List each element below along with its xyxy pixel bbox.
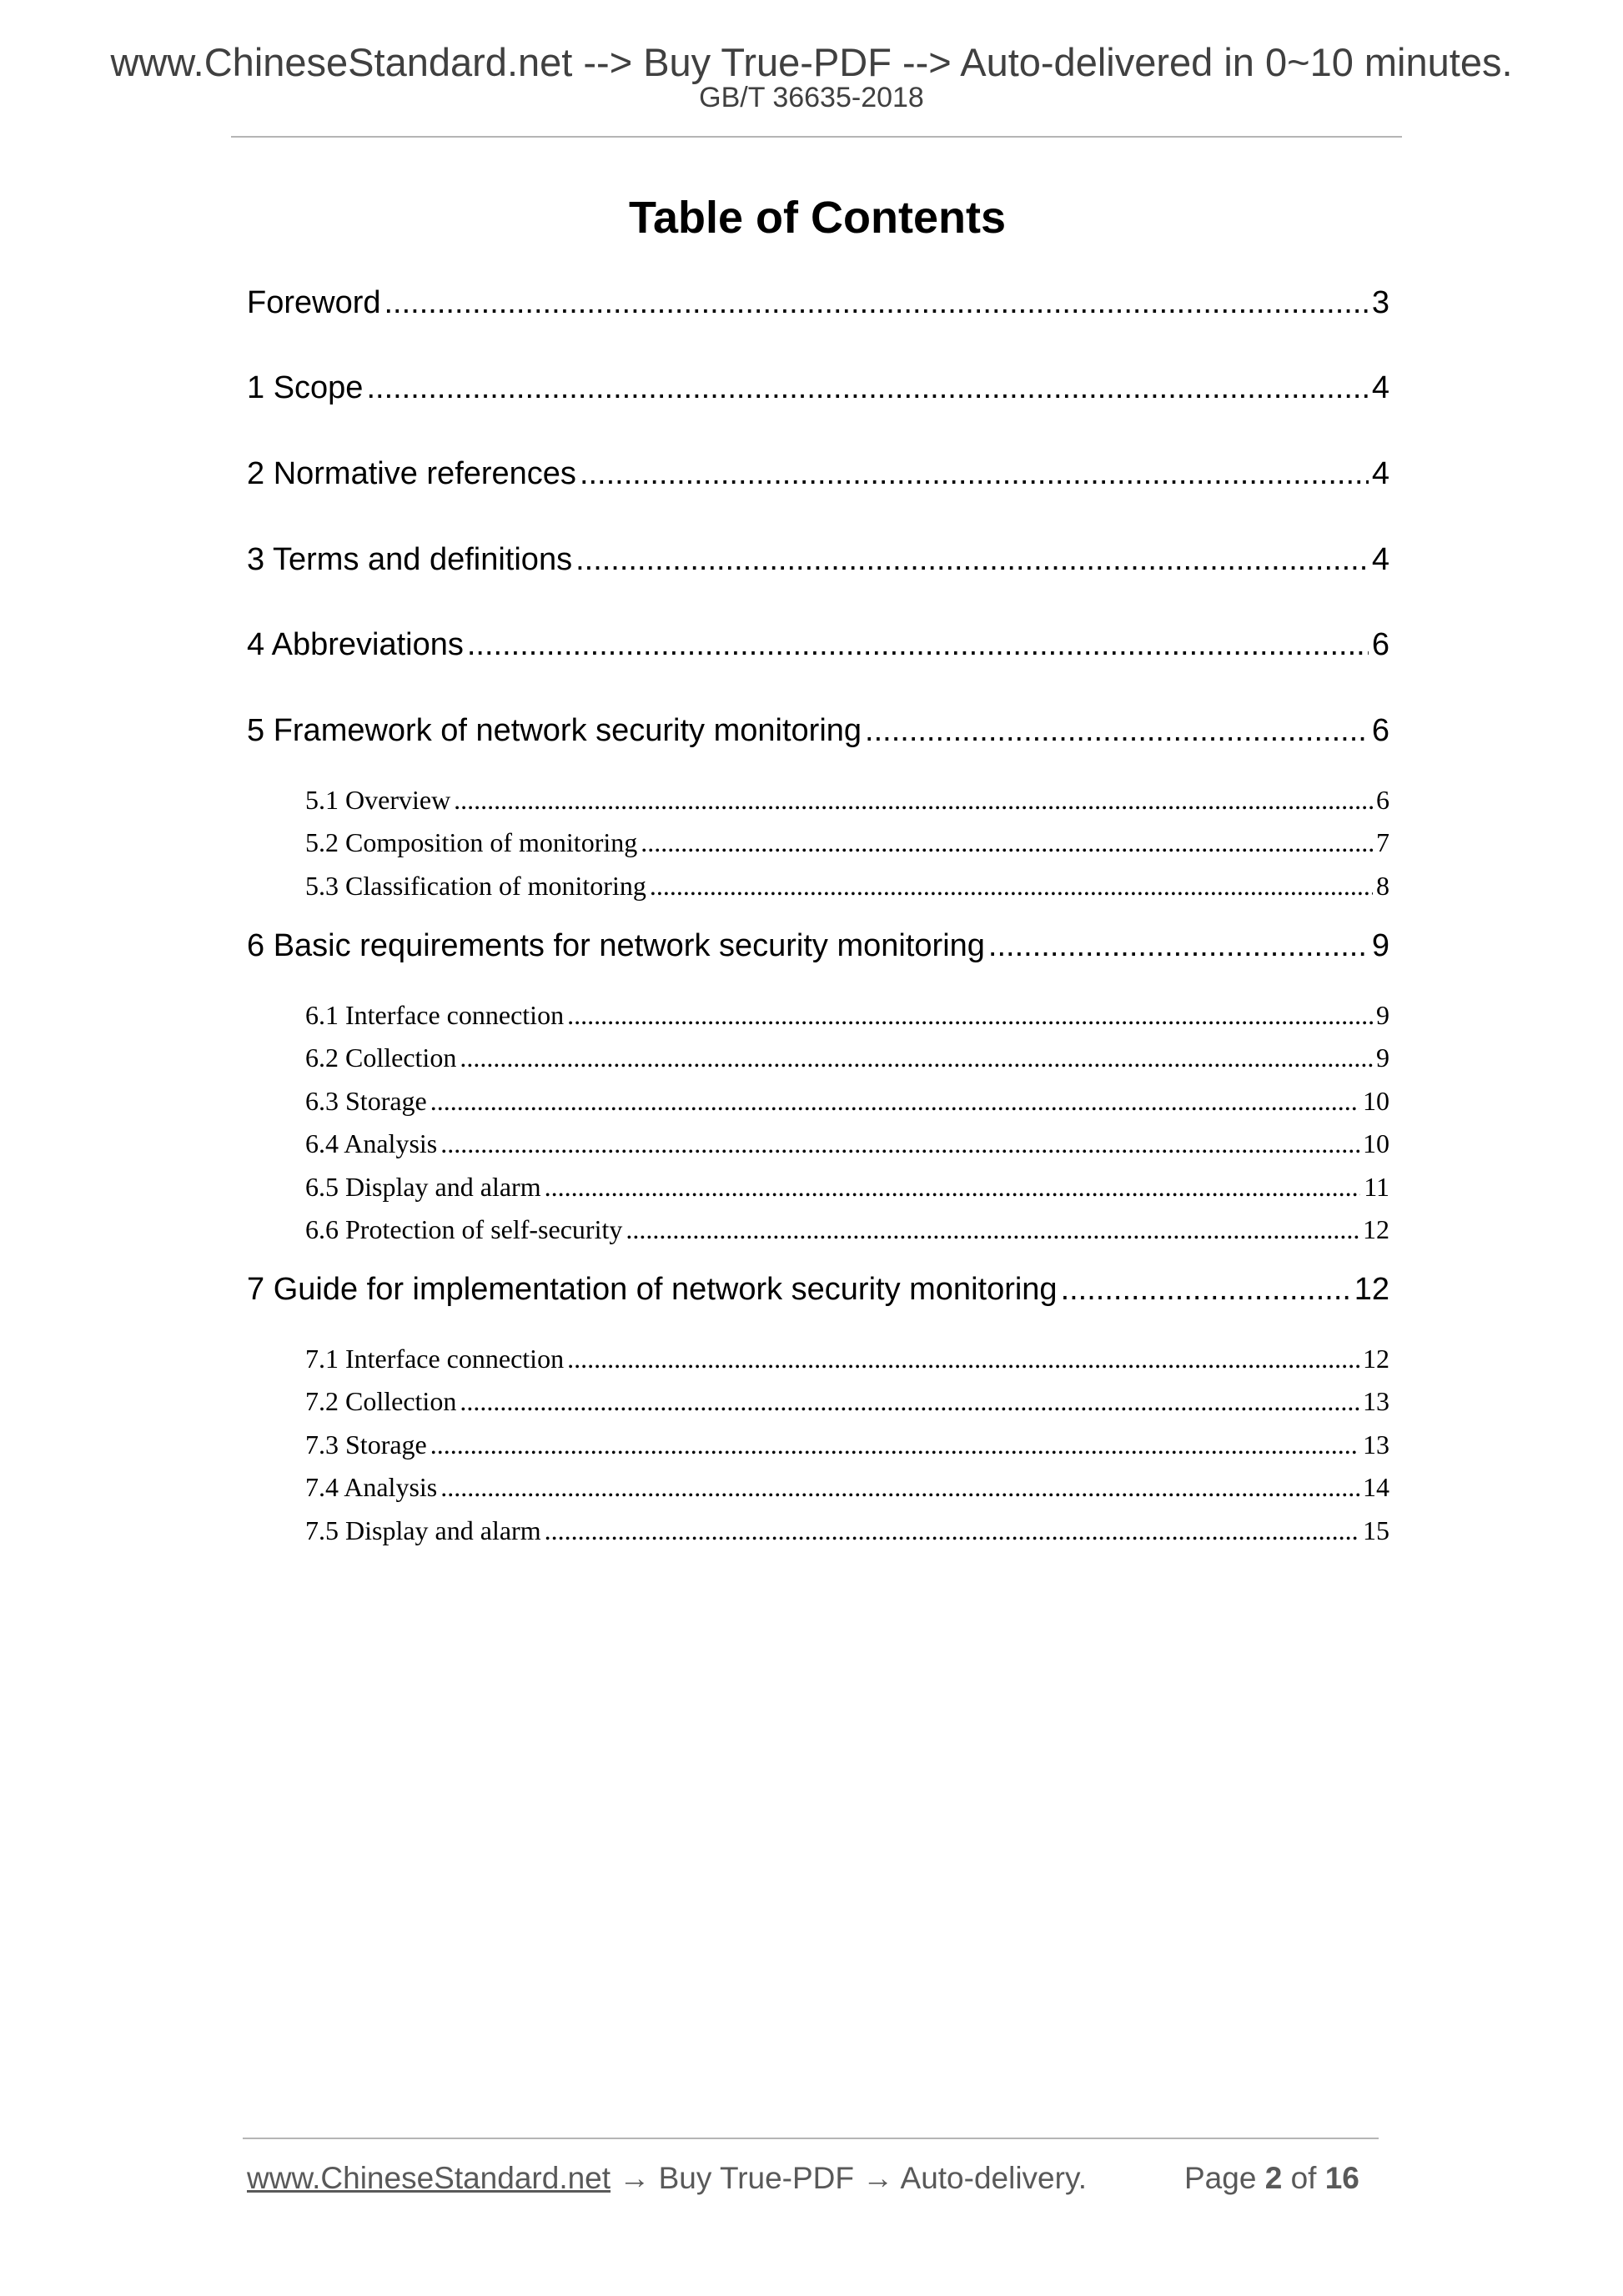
toc-subentry[interactable] bbox=[305, 1429, 1389, 1460]
footer-site-link[interactable]: www.ChineseStandard.net bbox=[247, 2161, 611, 2195]
toc-entry-page: 9 bbox=[1376, 1042, 1389, 1073]
toc-entry-label: Foreword bbox=[247, 285, 381, 320]
toc-dot-leader bbox=[575, 540, 1369, 579]
toc-entry-label: 7.2 Collection bbox=[305, 1386, 457, 1416]
toc-subentry[interactable] bbox=[305, 1385, 1389, 1417]
toc-entry[interactable] bbox=[247, 284, 1389, 322]
toc-subentry[interactable] bbox=[305, 1213, 1389, 1245]
toc-entry-label: 4 Abbreviations bbox=[247, 627, 464, 662]
toc-entry-page: 9 bbox=[1376, 1000, 1389, 1030]
toc-entry[interactable] bbox=[247, 1270, 1389, 1309]
toc-entry-page: 6 bbox=[1371, 713, 1389, 748]
toc-entry-page: 7 bbox=[1376, 827, 1389, 857]
standard-code: GB/T 36635-2018 bbox=[699, 82, 924, 113]
of-word: of bbox=[1290, 2161, 1317, 2195]
toc-entry[interactable] bbox=[247, 927, 1389, 965]
toc-entry-page: 10 bbox=[1363, 1086, 1389, 1116]
toc-dot-leader bbox=[567, 1343, 1359, 1374]
toc-entry-page: 4 bbox=[1371, 370, 1389, 405]
toc-subentry[interactable] bbox=[305, 1085, 1389, 1117]
toc-entry-page: 4 bbox=[1371, 456, 1389, 491]
toc-entry-label: 3 Terms and definitions bbox=[247, 542, 573, 577]
toc-entry-page: 12 bbox=[1363, 1214, 1389, 1244]
toc-dot-leader bbox=[545, 1515, 1359, 1546]
toc-subentry[interactable] bbox=[305, 1042, 1389, 1073]
toc-entry-page: 13 bbox=[1363, 1386, 1389, 1416]
toc-entry-label: 6.4 Analysis bbox=[305, 1128, 438, 1158]
page-indicator bbox=[1184, 2160, 1359, 2197]
toc-entry-label: 1 Scope bbox=[247, 370, 364, 405]
toc-entry-label: 7.3 Storage bbox=[305, 1429, 427, 1459]
header-divider bbox=[231, 136, 1402, 138]
toc-entry[interactable] bbox=[247, 369, 1389, 407]
toc-entry-label: 7.4 Analysis bbox=[305, 1472, 438, 1502]
footer-tagline-text: → Buy True-PDF → Auto-delivery. bbox=[611, 2161, 1087, 2195]
toc-subentry[interactable] bbox=[305, 1128, 1389, 1159]
toc-dot-leader bbox=[580, 455, 1369, 493]
page-number: 2 bbox=[1264, 2161, 1283, 2195]
toc-entry[interactable] bbox=[247, 540, 1389, 579]
toc-entry-page: 9 bbox=[1371, 928, 1389, 963]
page-word: Page bbox=[1184, 2161, 1257, 2195]
toc-dot-leader bbox=[440, 1128, 1359, 1159]
toc-dot-leader bbox=[641, 826, 1373, 858]
toc-subentry[interactable] bbox=[305, 826, 1389, 858]
toc-entry-label: 6.3 Storage bbox=[305, 1086, 427, 1116]
toc-entry-page: 10 bbox=[1363, 1128, 1389, 1158]
toc-entry-label: 7.5 Display and alarm bbox=[305, 1515, 541, 1545]
toc-entry-label: 5 Framework of network security monitoring bbox=[247, 713, 862, 748]
toc-title: Table of Contents bbox=[629, 193, 1006, 243]
footer-tagline bbox=[247, 2160, 1087, 2197]
toc-entry[interactable] bbox=[247, 625, 1389, 664]
toc-dot-leader bbox=[384, 284, 1369, 322]
toc-dot-leader bbox=[545, 1171, 1361, 1203]
toc-dot-leader bbox=[366, 369, 1368, 407]
toc-entry[interactable] bbox=[247, 455, 1389, 493]
toc-dot-leader bbox=[626, 1213, 1359, 1245]
toc-dot-leader bbox=[567, 999, 1373, 1031]
toc-dot-leader bbox=[988, 927, 1369, 965]
toc-entry-label: 6.2 Collection bbox=[305, 1042, 457, 1073]
toc-entry-label: 5.1 Overview bbox=[305, 785, 451, 815]
toc-entry-label: 6.1 Interface connection bbox=[305, 1000, 565, 1030]
toc-entry-page: 15 bbox=[1363, 1515, 1389, 1545]
toc-dot-leader bbox=[460, 1385, 1359, 1417]
toc-entry-page: 6 bbox=[1371, 627, 1389, 662]
toc-entry-page: 4 bbox=[1371, 542, 1389, 577]
toc-subentry[interactable] bbox=[305, 1171, 1389, 1203]
toc-entry-page: 12 bbox=[1363, 1344, 1389, 1374]
toc-entry-page: 3 bbox=[1371, 285, 1389, 320]
toc-subentry[interactable] bbox=[305, 1343, 1389, 1374]
toc-entry-label: 6 Basic requirements for network security monitoring bbox=[247, 928, 985, 963]
toc-entry-page: 12 bbox=[1354, 1272, 1389, 1307]
toc-entry-label: 5.2 Composition of monitoring bbox=[305, 827, 638, 857]
toc-entry-page: 6 bbox=[1376, 785, 1389, 815]
toc-dot-leader bbox=[460, 1042, 1373, 1073]
toc-dot-leader bbox=[454, 784, 1373, 816]
toc-entry-label: 6.5 Display and alarm bbox=[305, 1172, 541, 1202]
toc-entry-page: 8 bbox=[1376, 871, 1389, 901]
toc-entry[interactable] bbox=[247, 711, 1389, 750]
toc-subentry[interactable] bbox=[305, 870, 1389, 902]
header-banner: www.ChineseStandard.net --> Buy True-PDF --> Auto-delivered in 0~10 minutes. bbox=[110, 40, 1513, 84]
toc-subentry[interactable] bbox=[305, 784, 1389, 816]
toc-entry-page: 13 bbox=[1363, 1429, 1389, 1459]
toc-dot-leader bbox=[430, 1085, 1359, 1117]
toc-entry-page: 14 bbox=[1363, 1472, 1389, 1502]
toc-dot-leader bbox=[467, 625, 1369, 664]
toc-dot-leader bbox=[1061, 1270, 1351, 1309]
page-total: 16 bbox=[1324, 2161, 1359, 2195]
toc-dot-leader bbox=[440, 1471, 1359, 1503]
toc-dot-leader bbox=[865, 711, 1369, 750]
toc-subentry[interactable] bbox=[305, 1515, 1389, 1546]
toc-entry-label: 7.1 Interface connection bbox=[305, 1344, 565, 1374]
toc-subentry[interactable] bbox=[305, 999, 1389, 1031]
toc-entry-label: 6.6 Protection of self-security bbox=[305, 1214, 623, 1244]
toc-entry-label: 5.3 Classification of monitoring bbox=[305, 871, 646, 901]
toc-entry-label: 2 Normative references bbox=[247, 456, 576, 491]
toc-entry-page: 11 bbox=[1364, 1172, 1389, 1202]
toc-subentry[interactable] bbox=[305, 1471, 1389, 1503]
toc-entry-label: 7 Guide for implementation of network security monitoring bbox=[247, 1272, 1058, 1307]
toc-dot-leader bbox=[650, 870, 1373, 902]
toc-dot-leader bbox=[430, 1429, 1359, 1460]
footer-divider bbox=[243, 2138, 1379, 2139]
